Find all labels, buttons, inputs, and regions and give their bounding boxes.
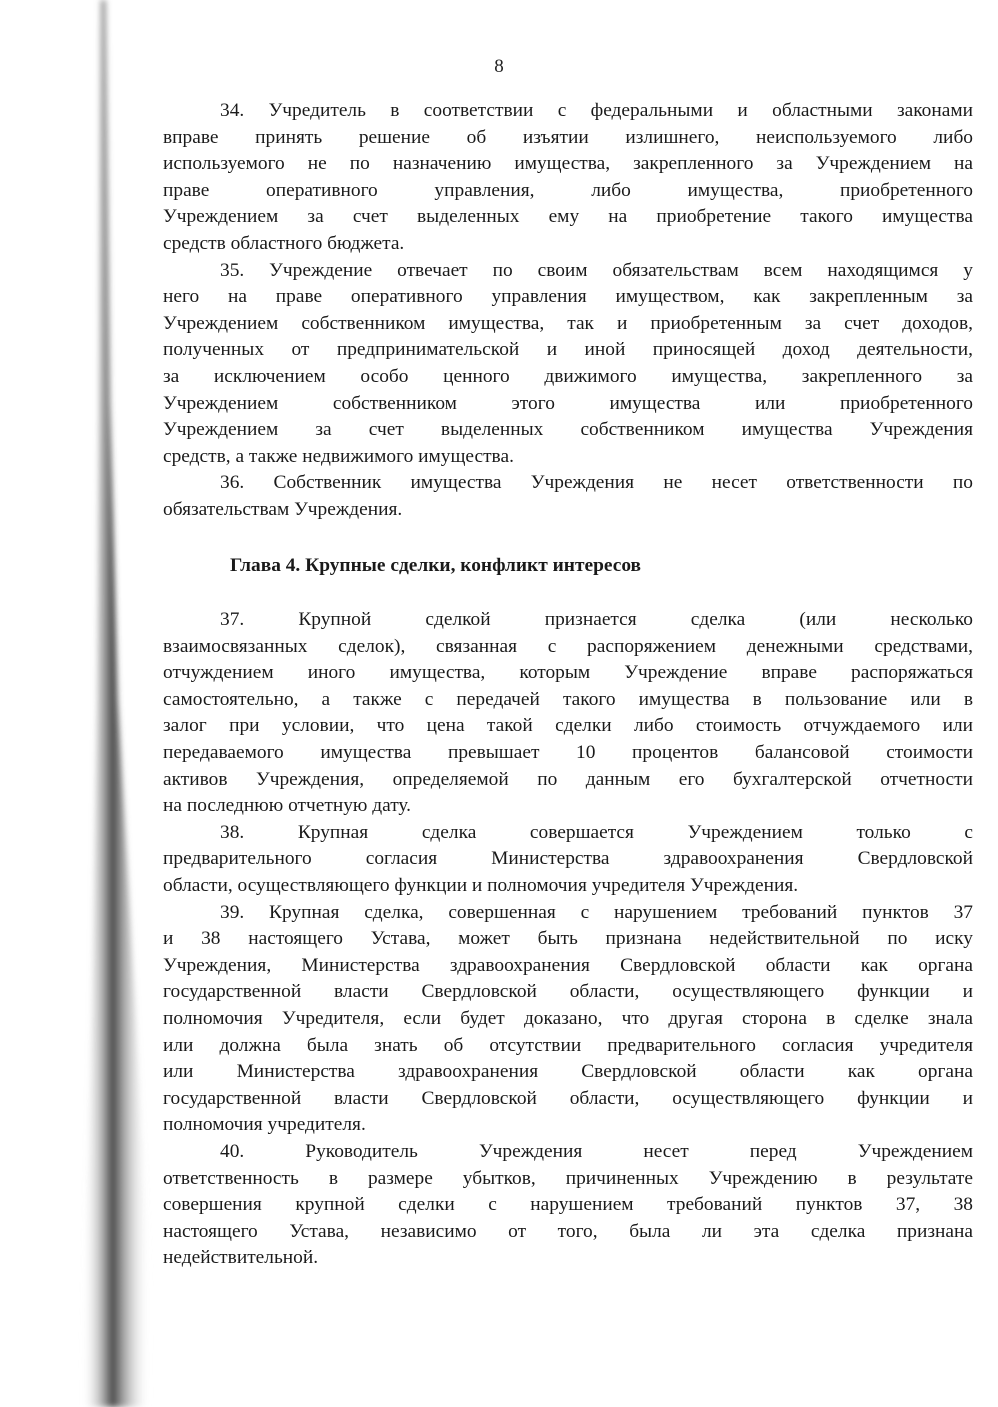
text-line: Учреждением за счет выделенных собственником имущества Учреждения	[163, 419, 973, 441]
text-line: залог при условии, что цена такой сделки либо стоимость отчуждаемого или	[163, 715, 973, 737]
text-line: 40. Руководитель Учреждения несет перед Учреждением	[220, 1140, 973, 1162]
text-line: вправе принять решение об изъятии излишнего, неиспользуемого либо	[163, 126, 973, 148]
paragraph-38	[163, 820, 973, 900]
text-line: совершения крупной сделки с нарушением требований пунктов 37, 38	[163, 1194, 973, 1216]
text-line: 34. Учредитель в соответствии с федеральными и областными законами	[220, 100, 973, 121]
text-line: государственной власти Свердловской области, осуществляющего функции и	[163, 1087, 973, 1109]
text-line: праве оперативного управления, либо имущества, приобретенного	[163, 179, 973, 201]
text-line: государственной власти Свердловской области, осуществляющего функции и	[163, 981, 973, 1003]
text-line: взаимосвязанных сделок), связанная с распоряжением денежными средствами,	[163, 635, 973, 657]
text-line: настоящего Устава, независимо от того, была ли эта сделка признана	[163, 1220, 973, 1242]
text-line: 35. Учреждение отвечает по своим обязательствам всем находящимся у	[220, 259, 973, 281]
text-line: полномочия учредителя.	[163, 1114, 366, 1136]
text-line: передаваемого имущества превышает 10 процентов балансовой стоимости	[163, 742, 973, 764]
text-line: используемого не по назначению имущества, закрепленного за Учреждением на	[163, 153, 973, 175]
text-line: отчуждением иного имущества, которым Учреждение вправе распоряжаться	[163, 662, 973, 684]
text-line: недействительной.	[163, 1247, 319, 1269]
text-line: 36. Собственник имущества Учреждения не несет ответственности по	[220, 472, 973, 494]
text-line: средств, а также недвижимого имущества.	[163, 445, 514, 467]
text-line: полномочия Учредителя, если будет доказано, что другая сторона в сделке знала	[163, 1008, 973, 1029]
text-line: обязательствам Учреждения.	[163, 498, 403, 520]
text-line: активов Учреждения, определяемой по данным его бухгалтерской отчетности	[163, 768, 973, 790]
text-line: Учреждением собственником этого имущества или приобретенного	[163, 392, 973, 414]
paragraph-36	[163, 470, 973, 523]
paragraph-37	[163, 607, 973, 820]
text-line: или должна была знать об отсутствии предварительного согласия учредителя	[163, 1034, 973, 1056]
text-line: Учреждения, Министерства здравоохранения Свердловской области как органа	[163, 954, 973, 976]
text-line: и 38 настоящего Устава, может быть признана недействительной по иску	[163, 928, 973, 950]
text-line: или Министерства здравоохранения Свердловской области как органа	[163, 1061, 973, 1083]
text-line: 38. Крупная сделка совершается Учреждением только с	[220, 821, 973, 843]
chapter-heading: Глава 4. Крупные сделки, конфликт интересов	[230, 554, 641, 576]
text-line: области, осуществляющего функции и полномочия учредителя Учреждения.	[163, 875, 799, 897]
paragraphs-before	[163, 98, 973, 524]
text-line: средств областного бюджета.	[163, 232, 405, 254]
text-line: на последнюю отчетную дату.	[163, 795, 412, 817]
paragraphs-after	[163, 607, 973, 1272]
text-line: 39. Крупная сделка, совершенная с нарушением требований пунктов 37	[220, 901, 973, 923]
text-line: предварительного согласия Министерства здравоохранения Свердловской	[163, 848, 973, 870]
text-line: него на праве оперативного управления имуществом, как закрепленным за	[163, 286, 973, 308]
page-number: 8	[494, 56, 504, 77]
text-line: 37. Крупной сделкой признается сделка (или несколько	[220, 609, 973, 631]
text-line: полученных от предпринимательской и иной приносящей доход деятельности,	[163, 339, 973, 361]
text-line: за исключением особо ценного движимого имущества, закрепленного за	[163, 365, 973, 387]
text-line: Учреждением за счет выделенных ему на приобретение такого имущества	[163, 206, 973, 228]
paragraph-35	[163, 258, 973, 471]
text-line: Учреждением собственником имущества, так и приобретенным за счет доходов,	[163, 312, 973, 334]
text-line: самостоятельно, а также с передачей такого имущества в пользование или в	[163, 688, 973, 710]
document-body	[163, 98, 973, 1272]
paragraph-34	[163, 98, 973, 258]
text-line: ответственность в размере убытков, причиненных Учреждению в результате	[163, 1167, 973, 1189]
paragraph-39	[163, 900, 973, 1139]
paragraph-40	[163, 1139, 973, 1272]
